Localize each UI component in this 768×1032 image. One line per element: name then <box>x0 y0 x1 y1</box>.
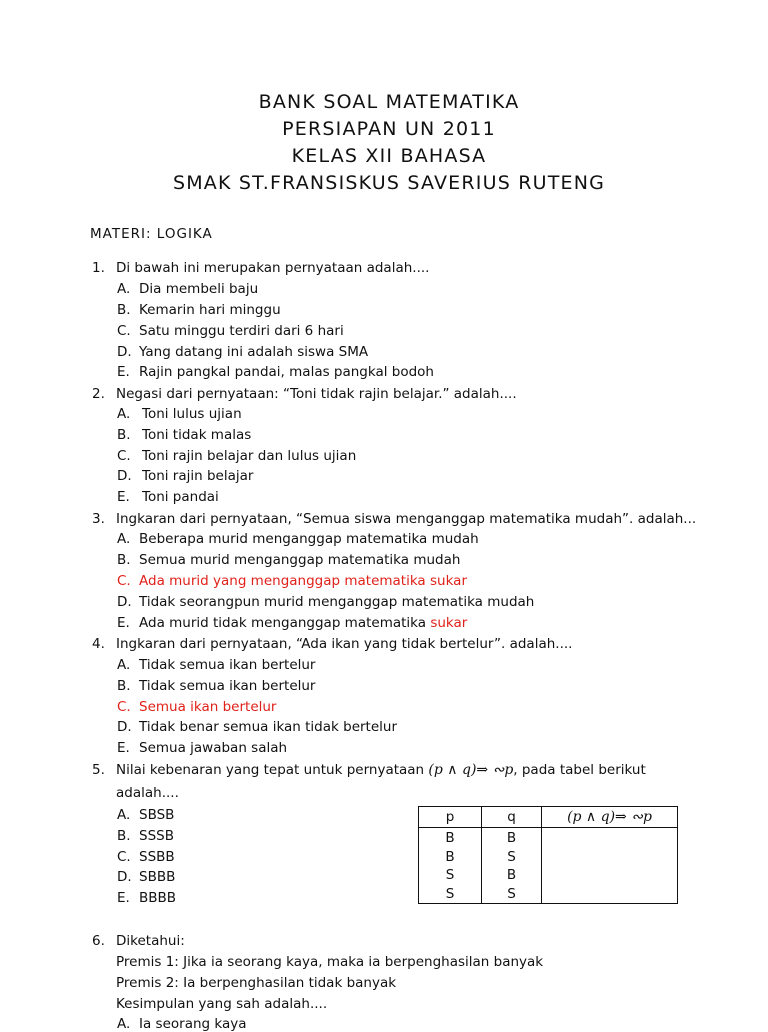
q3-option-e-highlight: sukar <box>430 615 468 631</box>
q2-option-a-letter: A. <box>117 406 131 422</box>
question-3-number: 3. <box>92 511 105 527</box>
doc-title-line-3: KELAS XII BAHASA <box>291 145 487 167</box>
q1-option-d: Yang datang ini adalah siswa SMA <box>139 344 369 360</box>
question-5-text <box>116 762 646 778</box>
q4-option-b-letter: B. <box>117 678 131 694</box>
question-4-text: Ingkaran dari pernyataan, “Ada ikan yang tidak bertelur”. adalah.... <box>116 636 573 652</box>
question-6-number: 6. <box>92 933 105 949</box>
doc-title-line-4: SMAK ST.FRANSISKUS SAVERIUS RUTENG <box>172 172 606 194</box>
q5-option-e-letter: E. <box>117 890 130 906</box>
q3-option-e <box>139 615 467 631</box>
truth-table-header-row <box>419 807 678 828</box>
question-4-number: 4. <box>92 636 105 652</box>
q5-option-b-letter: B. <box>117 828 131 844</box>
q1-option-c-letter: C. <box>117 323 131 339</box>
q4-option-a: Tidak semua ikan bertelur <box>139 657 316 673</box>
q5-option-a: SBSB <box>139 807 175 823</box>
q2-option-e-letter: E. <box>117 489 130 505</box>
q2-option-b-letter: B. <box>117 427 131 443</box>
q3-option-b: Semua murid menganggap matematika mudah <box>139 552 461 568</box>
q4-option-d-letter: D. <box>117 719 132 735</box>
q1-option-b: Kemarin hari minggu <box>139 302 281 318</box>
q6-option-a-letter: A. <box>117 1016 131 1032</box>
q1-option-a: Dia membeli baju <box>139 281 259 297</box>
question-5-number: 5. <box>92 762 105 778</box>
truth-value-p-4: S <box>445 885 455 902</box>
q5-option-a-letter: A. <box>117 807 131 823</box>
doc-title-line-1: BANK SOAL MATEMATIKA <box>258 91 520 113</box>
q3-option-a: Beberapa murid menganggap matematika mudah <box>139 531 479 547</box>
truth-table-header-formula: (p ∧ q)⇒ ∾p <box>542 807 678 828</box>
truth-table-header-q: q <box>482 807 542 828</box>
q3-option-a-letter: A. <box>117 531 131 547</box>
question-6-text: Diketahui: <box>116 933 185 949</box>
truth-table <box>418 806 678 904</box>
q3-option-c: Ada murid yang menganggap matematika sukar <box>139 573 467 589</box>
q6-premis-1: Premis 1: Jika ia seorang kaya, maka ia berpenghasilan banyak <box>116 954 544 970</box>
question-1-text: Di bawah ini merupakan pernyataan adalah.... <box>116 260 430 276</box>
truth-value-p-2: B <box>445 848 455 865</box>
q1-option-d-letter: D. <box>117 344 132 360</box>
q6-option-a: Ia seorang kaya <box>139 1016 247 1032</box>
truth-value-p-1: B <box>445 830 455 846</box>
question-1-number: 1. <box>92 260 105 276</box>
q2-option-d: Toni rajin belajar <box>142 468 254 484</box>
q1-option-b-letter: B. <box>117 302 131 318</box>
truth-value-q-1: B <box>506 830 517 846</box>
q4-option-e-letter: E. <box>117 740 130 756</box>
q6-premis-2: Premis 2: Ia berpenghasilan tidak banyak <box>116 975 397 991</box>
q1-option-c: Satu minggu terdiri dari 6 hari <box>139 323 344 339</box>
truth-value-p-3: S <box>445 867 455 883</box>
q4-option-c-letter: C. <box>117 699 131 715</box>
q5-option-c: SSBB <box>139 849 175 865</box>
q5-option-b: SSSB <box>139 828 174 844</box>
q2-option-e: Toni pandai <box>142 489 219 505</box>
q5-option-c-letter: C. <box>117 849 131 865</box>
materi-heading: MATERI: LOGIKA <box>90 226 213 242</box>
question-3-text: Ingkaran dari pernyataan, “Semua siswa menganggap matematika mudah”. adalah... <box>116 511 697 527</box>
q5-text-post: , pada tabel berikut <box>513 762 646 778</box>
q2-option-c-letter: C. <box>117 448 131 464</box>
q5-option-e: BBBB <box>139 890 177 906</box>
q2-option-b: Toni tidak malas <box>142 427 252 443</box>
truth-value-q-2: S <box>507 848 516 865</box>
q6-kesimpulan: Kesimpulan yang sah adalah.... <box>116 996 328 1012</box>
q2-option-a: Toni lulus ujian <box>142 406 242 422</box>
q5-option-d-letter: D. <box>117 869 132 885</box>
question-2-text: Negasi dari pernyataan: “Toni tidak rajin belajar.” adalah.... <box>116 386 517 402</box>
truth-value-q-3: B <box>506 867 517 883</box>
q4-option-c: Semua ikan bertelur <box>139 699 277 715</box>
q2-option-c: Toni rajin belajar dan lulus ujian <box>142 448 357 464</box>
question-5-text-cont: adalah.... <box>116 785 179 801</box>
q4-option-a-letter: A. <box>117 657 131 673</box>
truth-table-p-column <box>419 828 482 904</box>
truth-table-header-p: p <box>419 807 482 828</box>
q1-option-a-letter: A. <box>117 281 131 297</box>
q3-option-b-letter: B. <box>117 552 131 568</box>
q3-option-d: Tidak seorangpun murid menganggap matematika mudah <box>139 594 535 610</box>
q5-text-pre: Nilai kebenaran yang tepat untuk pernyataan <box>116 762 425 778</box>
q3-option-c-letter: C. <box>117 573 131 589</box>
question-2-number: 2. <box>92 386 105 402</box>
q4-option-b: Tidak semua ikan bertelur <box>139 678 316 694</box>
truth-table-result-column <box>542 828 678 904</box>
truth-table-q-column <box>482 828 542 904</box>
doc-title-line-2: PERSIAPAN UN 2011 <box>282 118 496 140</box>
q1-option-e: Rajin pangkal pandai, malas pangkal bodoh <box>139 364 434 380</box>
q3-option-e-letter: E. <box>117 615 130 631</box>
q5-formula: (p ∧ q)⇒ ∾p <box>428 762 514 778</box>
truth-table-body-row <box>419 828 678 904</box>
truth-value-q-4: S <box>507 885 516 902</box>
q3-option-d-letter: D. <box>117 594 132 610</box>
q3-option-e-text: Ada murid tidak menganggap matematika <box>139 615 431 631</box>
q2-option-d-letter: D. <box>117 468 132 484</box>
q1-option-e-letter: E. <box>117 364 130 380</box>
q4-option-d: Tidak benar semua ikan tidak bertelur <box>139 719 398 735</box>
q4-option-e: Semua jawaban salah <box>139 740 288 756</box>
q5-option-d: SBBB <box>139 869 176 885</box>
